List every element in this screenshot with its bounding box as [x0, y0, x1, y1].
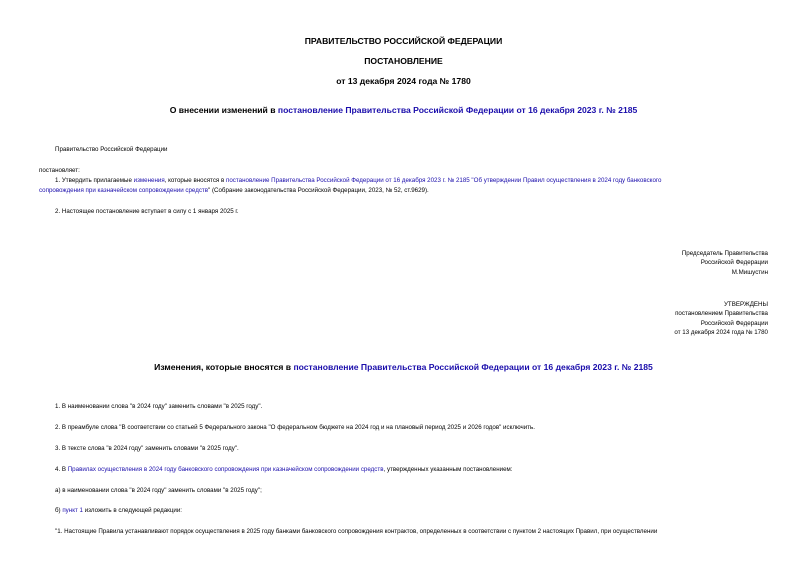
change-3: 3. В тексте слова "в 2024 году" заменить словами "в 2025 году". — [55, 445, 239, 452]
change-4b: б) пункт 1 изложить в следующей редакции: — [55, 507, 183, 514]
change-2: 2. В преамбуле слова "В соответствии со статьей 5 Федерального закона "О федеральном бюджете на 2024 год и на плановый период 2025 и 2026 годов" исключить. — [55, 424, 535, 431]
signature-line-2: Российской Федерации — [700, 259, 768, 267]
changes-link[interactable]: изменения — [133, 177, 165, 184]
signature-block — [682, 249, 768, 277]
change-quote: "1. Настоящие Правила устанавливают порядок осуществления в 2025 году банками банковского сопровождения контрактов, определенных в соответствии с пунктом 2 настоящих Правил, при осуществлении — [55, 528, 658, 535]
title-link[interactable]: постановление Правительства Российской Федерации от 16 декабря 2023 г. № 2185 — [277, 105, 638, 115]
issuer: Правительство Российской Федерации — [55, 146, 168, 153]
paragraph-1-cont: сопровождения при казначейском сопровождении средств" (Собрание законодательства Российской Федерации, 2023, № 52, ст.9629). — [39, 187, 429, 194]
changes-title-prefix: Изменения, которые вносятся в — [154, 362, 294, 372]
document-type: ПОСТАНОВЛЕНИЕ — [364, 56, 443, 66]
approved-line-2: постановлением Правительства — [675, 310, 768, 318]
changes-title-link[interactable]: постановление Правительства Российской Федерации от 16 декабря 2023 г. № 2185 — [293, 362, 653, 372]
document-date-number: от 13 декабря 2024 года № 1780 — [336, 76, 471, 86]
change-4: 4. В Правилах осуществления в 2024 году банковского сопровождения при казначейском сопровождении средств, утвержденных указанным постановлением: — [55, 466, 513, 473]
government-heading: ПРАВИТЕЛЬСТВО РОССИЙСКОЙ ФЕДЕРАЦИИ — [304, 36, 503, 46]
approved-line-4: от 13 декабря 2024 года № 1780 — [674, 329, 768, 337]
rules-link[interactable]: Правилах осуществления в 2024 году банковского сопровождения при казначейском сопровождении средств — [67, 466, 384, 473]
signature-line-3: М.Мишустин — [731, 268, 768, 276]
change-1: 1. В наименовании слова "в 2024 году" заменить словами "в 2025 году". — [55, 403, 263, 410]
changes-title — [0, 362, 807, 372]
clause-1-link[interactable]: пункт 1 — [62, 507, 83, 514]
decides-word: постановляет: — [39, 167, 80, 174]
resolution-link[interactable]: постановление Правительства Российской Федерации от 16 декабря 2023 г. № 2185 "Об утверждении Правил осуществления в 2024 году банковского — [226, 177, 662, 184]
document-title — [0, 105, 807, 115]
paragraph-1: 1. Утвердить прилагаемые изменения, которые вносятся в постановление Правительства Российской Федерации от 16 декабря 2023 г. № 2185 "Об утверждении Правил осуществления в 2024 году банковского — [55, 177, 662, 184]
approved-line-3: Российской Федерации — [700, 319, 768, 327]
paragraph-2: 2. Настоящее постановление вступает в силу с 1 января 2025 г. — [55, 208, 239, 215]
title-prefix: О внесении изменений в — [169, 105, 278, 115]
resolution-link-cont[interactable]: сопровождения при казначейском сопровождении средств — [39, 187, 209, 194]
signature-line-1: Председатель Правительства — [681, 250, 768, 257]
approved-block — [674, 300, 768, 338]
change-4a: а) в наименовании слова "в 2024 году" заменить словами "в 2025 году"; — [55, 487, 262, 494]
approved-line-1: УТВЕРЖДЕНЫ — [724, 301, 768, 308]
